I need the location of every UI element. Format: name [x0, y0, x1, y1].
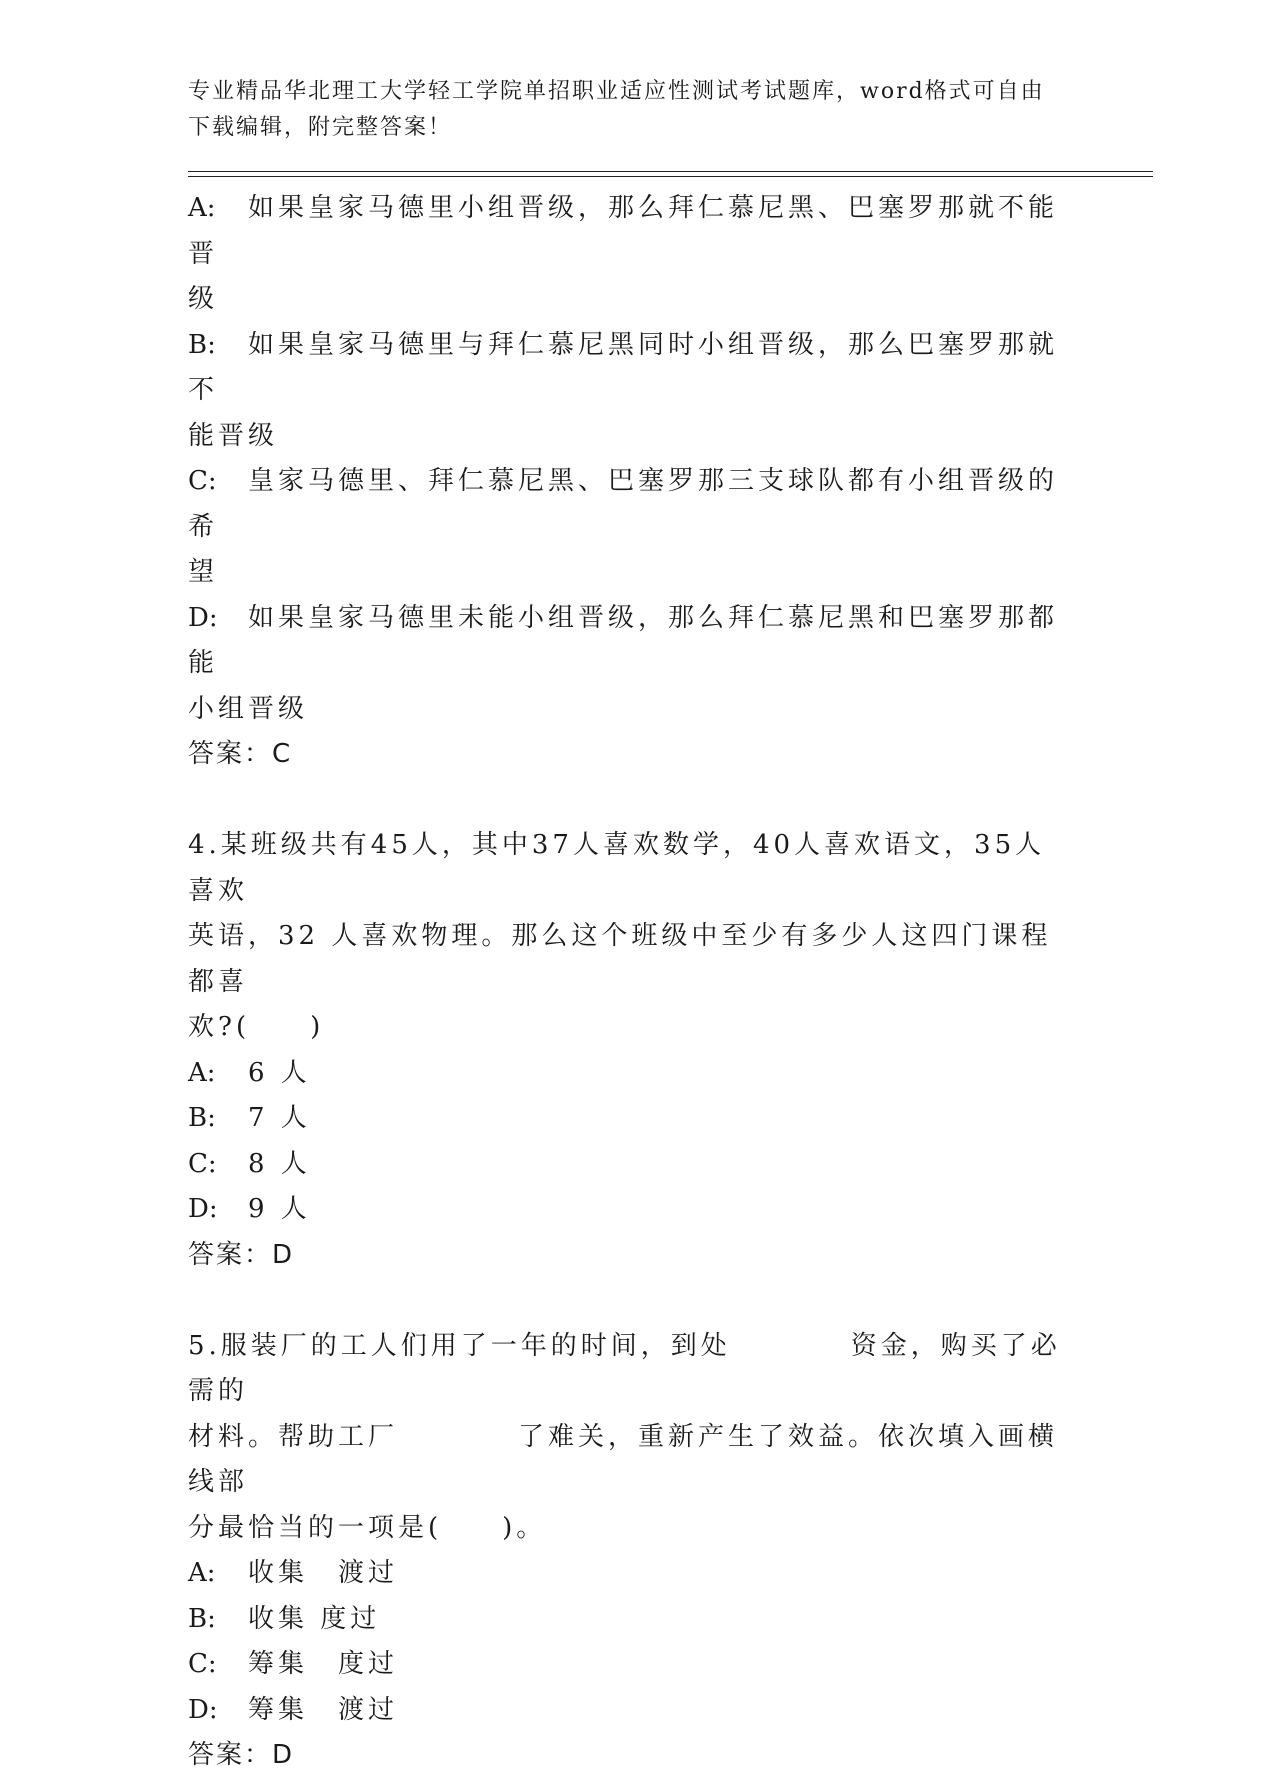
header-line-2: 下载编辑，附完整答案！ — [188, 115, 453, 140]
question-stem: 分最恰当的一项是( )。 — [188, 1512, 547, 1543]
option-letter: C: — [188, 1148, 217, 1179]
option-text: 皇家马德里、拜仁慕尼黑、巴塞罗那三支球队都有小组晋级的希 — [188, 466, 1059, 542]
option-text: 收集 渡过 — [248, 1558, 399, 1588]
spacer — [188, 1278, 1068, 1324]
option-b — [188, 1597, 1068, 1643]
answer-label: 答案：D — [188, 1239, 295, 1270]
option-text: 如果皇家马德里小组晋级，那么拜仁慕尼黑、巴塞罗那就不能晋 — [188, 193, 1059, 269]
question-stem: 材料。帮助工厂 了难关，重新产生了效益。依次填入画横线部 — [188, 1421, 1059, 1497]
option-letter: D: — [188, 1694, 218, 1725]
option-text: 筹集 渡过 — [248, 1694, 399, 1725]
option-b — [188, 1096, 1068, 1142]
option-d — [188, 596, 1068, 687]
option-text: 7 人 — [248, 1103, 311, 1133]
question-stem: 5.服装厂的工人们用了一年的时间，到处 资金，购买了必需的 — [188, 1330, 1061, 1406]
option-letter: B: — [188, 1603, 216, 1634]
option-letter: B: — [188, 1103, 216, 1133]
answer-label: 答案：D — [188, 1740, 295, 1770]
option-letter: A: — [188, 193, 216, 223]
option-b-continued: 能晋级 — [188, 420, 279, 451]
option-letter: D: — [188, 1194, 218, 1224]
header-rule-top — [188, 171, 1153, 172]
option-c-continued: 望 — [188, 557, 219, 587]
option-c — [188, 1642, 1068, 1688]
question-content — [188, 186, 1068, 1779]
question-3 — [188, 186, 1068, 778]
question-stem: 英语，32 人喜欢物理。那么这个班级中至少有多少人这四门课程都喜 — [188, 921, 1052, 997]
option-text: 9 人 — [248, 1194, 311, 1224]
question-5 — [188, 1324, 1068, 1779]
option-letter: B: — [188, 329, 216, 360]
option-a-continued: 级 — [188, 284, 219, 314]
option-a — [188, 1551, 1068, 1597]
question-4 — [188, 823, 1068, 1278]
option-letter: A: — [188, 1558, 216, 1588]
option-text: 8 人 — [248, 1148, 311, 1179]
question-stem: 4.某班级共有45人，其中37人喜欢数学，40人喜欢语文，35人喜欢 — [188, 830, 1046, 906]
header-rule-bottom — [188, 176, 1153, 177]
option-b — [188, 323, 1068, 414]
question-stem: 欢?( ) — [188, 1012, 325, 1042]
option-letter: C: — [188, 466, 217, 496]
option-text: 筹集 度过 — [248, 1649, 399, 1679]
option-text: 6 人 — [248, 1057, 311, 1088]
option-text: 如果皇家马德里未能小组晋级，那么拜仁慕尼黑和巴塞罗那都能 — [188, 602, 1059, 678]
option-text: 如果皇家马德里与拜仁慕尼黑同时小组晋级，那么巴塞罗那就不 — [188, 329, 1059, 405]
spacer — [188, 778, 1068, 824]
document-header — [188, 74, 1068, 146]
option-letter: D: — [188, 602, 218, 633]
option-text: 收集 度过 — [248, 1603, 381, 1634]
option-letter: C: — [188, 1649, 217, 1679]
option-a — [188, 1051, 1068, 1097]
option-d-continued: 小组晋级 — [188, 693, 309, 724]
option-letter: A: — [188, 1057, 216, 1088]
option-c — [188, 459, 1068, 550]
option-a — [188, 186, 1068, 277]
option-c — [188, 1142, 1068, 1188]
option-d — [188, 1187, 1068, 1233]
option-d — [188, 1688, 1068, 1734]
header-line-1: 专业精品华北理工大学轻工学院单招职业适应性测试考试题库，word格式可自由 — [188, 79, 1045, 104]
answer-label: 答案：C — [188, 739, 293, 769]
